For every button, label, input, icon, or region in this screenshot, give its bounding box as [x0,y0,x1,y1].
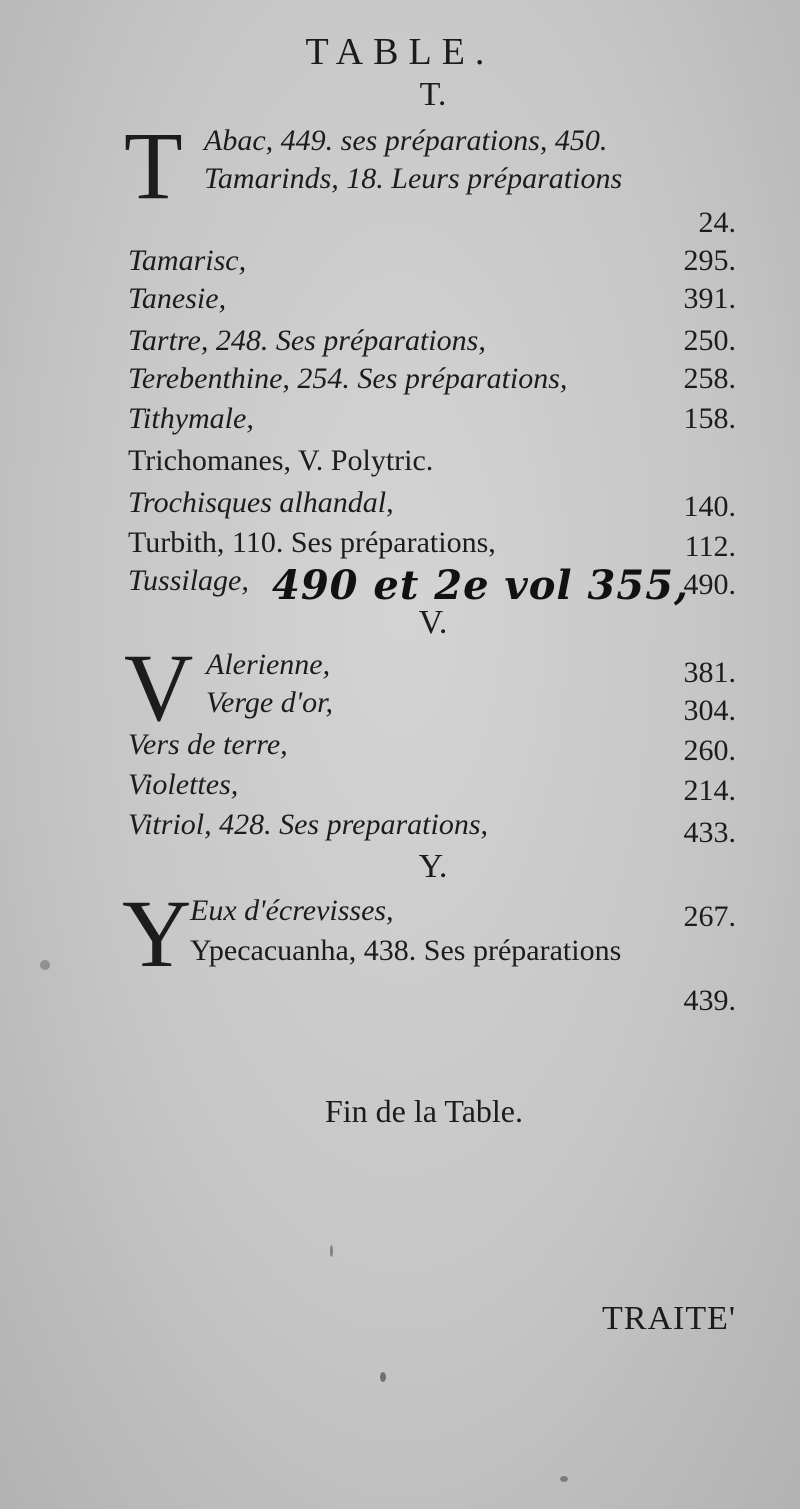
page-number: 140. [683,490,736,523]
catchword: TRAITE' [602,1300,736,1337]
index-entry: Tartre, 248. Ses préparations, [128,324,486,357]
section-letter-v: V. [418,604,448,641]
index-entry: Vitriol, 428. Ses preparations, [128,808,488,841]
page-number: 258. [683,362,736,395]
page-number: 439. [683,984,736,1017]
index-entry: Trochisques alhandal, [128,486,394,519]
handwritten-annotation: 490 et 2e vol 355, [272,562,689,609]
index-entry: Alerienne, [206,648,331,681]
page-number: 381. [683,656,736,689]
index-entry: Terebenthine, 254. Ses préparations, [128,362,568,395]
index-entry: Eux d'écrevisses, [190,894,394,927]
index-entry: Turbith, 110. Ses préparations, [128,526,496,559]
index-entry: Abac, 449. ses préparations, 450. [204,124,608,157]
ink-speck [560,1476,568,1482]
page-number: 24. [698,206,736,239]
page-number: 391. [683,282,736,315]
page-title: TABLE. [305,31,495,73]
page-number: 214. [683,774,736,807]
page-number: 158. [683,402,736,435]
dropcap-v: V [124,634,194,741]
section-letter-t: T. [419,76,447,113]
page-number: 295. [683,244,736,277]
page-number: 267. [683,900,736,933]
index-entry: Tithymale, [128,402,254,435]
page-number: 112. [684,530,736,563]
dropcap-y: Y [122,880,192,987]
index-entry: Tanesie, [128,282,227,315]
index-entry: Ypecacuanha, 438. Ses préparations [190,934,622,967]
page-number: 490. [683,568,736,601]
index-entry: Trichomanes, V. Polytric. [128,444,434,477]
index-entry: Verge d'or, [206,686,333,719]
index-entry: Tamarisc, [128,244,247,277]
ink-speck [330,1245,333,1257]
ink-speck [40,960,50,970]
index-entry: Vers de terre, [128,728,288,761]
dropcap-t: T [124,112,183,219]
index-entry: Violettes, [128,768,239,801]
ink-speck [380,1372,386,1382]
index-entry: Tussilage, [128,564,249,597]
index-entry: Tamarinds, 18. Leurs préparations [204,162,623,195]
page-number: 433. [683,816,736,849]
section-letter-y: Y. [418,848,448,885]
page-number: 250. [683,324,736,357]
end-of-table: Fin de la Table. [324,1093,523,1129]
page-number: 304. [683,694,736,727]
page-number: 260. [683,734,736,767]
